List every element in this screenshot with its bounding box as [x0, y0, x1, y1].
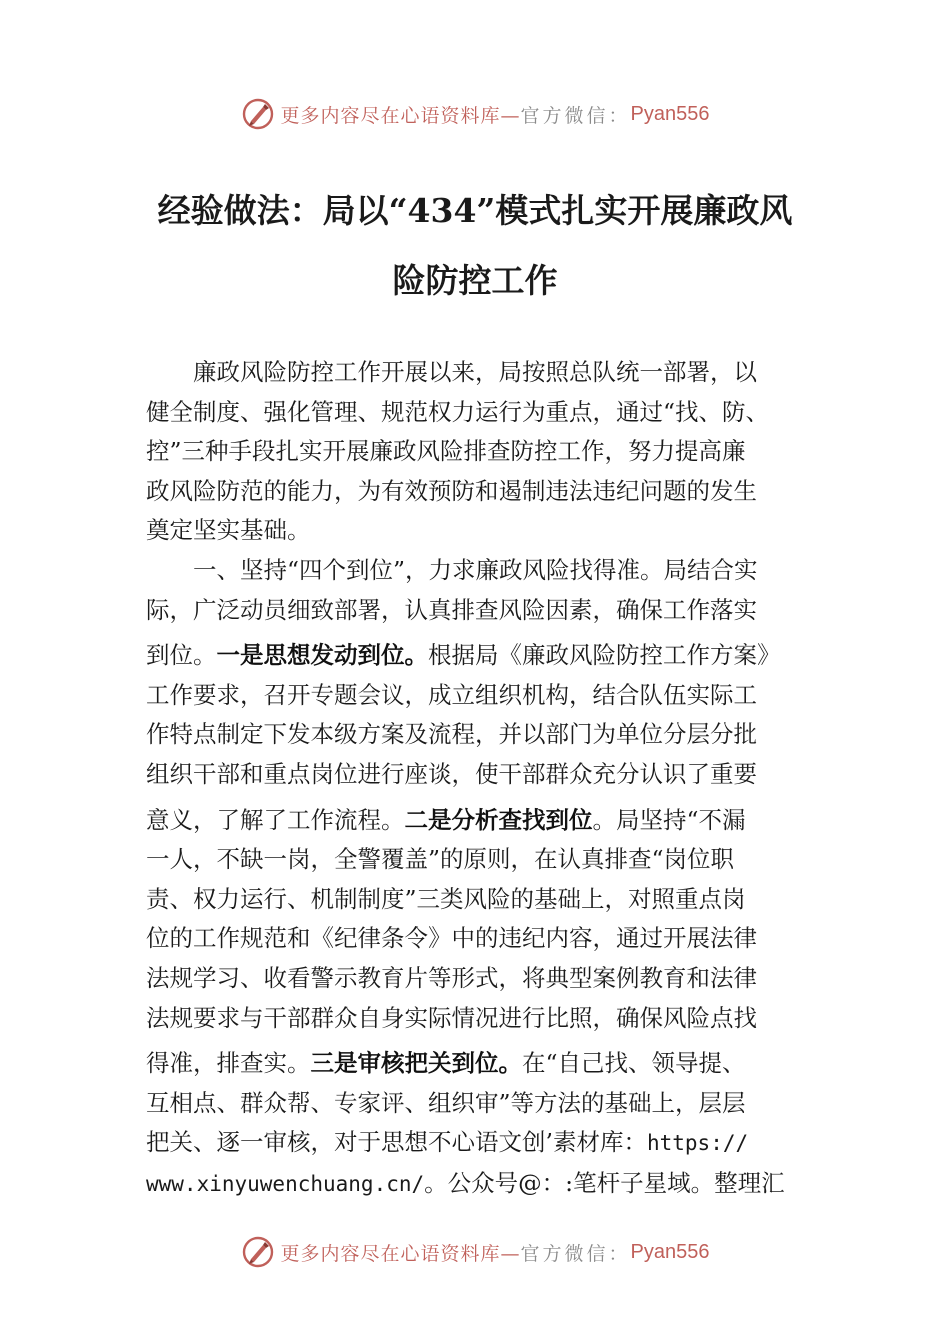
banner-wechat-label: 官方微信： [520, 104, 631, 127]
point-3-line [146, 1044, 806, 1084]
section-1-line: 一、坚持“四个到位”，力求廉政风险找得准。局结合实 [193, 555, 758, 584]
point-2-line: 责、权力运行、机制制度”三类风险的基础上，对照重点岗 [146, 884, 746, 913]
point-3-text: 在“自己找、领导提、 [522, 1049, 746, 1078]
point-2-line [146, 801, 806, 841]
section-1-line: 际，广泛动员细致部署，认真排查风险因素，确保工作落实 [146, 595, 757, 624]
point-1-line: 作特点制定下发本级方案及流程，并以部门为单位分层分批 [146, 720, 757, 749]
title-line-2: 险防控工作 [392, 261, 558, 300]
header-banner [0, 94, 950, 134]
point-2-line: 法规要求与干部群众自身实际情况进行比照，确保风险点找 [146, 1003, 757, 1032]
document-body [146, 353, 806, 1204]
point-2-line: 位的工作规范和《纪律条令》中的违纪内容，通过开展法律 [146, 924, 757, 953]
paragraph-intro-line: 政风险防范的能力，为有效预防和遏制违法违纪问题的发生 [146, 476, 757, 505]
point-3-line [146, 1164, 806, 1205]
banner-wechat-label: 官方微信： [520, 1242, 631, 1265]
footer-banner [0, 1232, 950, 1272]
banner-wechat-id: Pyan556 [630, 102, 710, 125]
point-3-prefix: 得准，排查实。 [146, 1049, 311, 1078]
point-2-prefix: 意义，了解了工作流程。 [146, 805, 405, 834]
paragraph-intro-line: 控”三种手段扎实开展廉政风险排查防控工作，努力提高廉 [146, 437, 746, 466]
point-2-line: 法规学习、收看警示教育片等形式，将典型案例教育和法律 [146, 963, 757, 992]
point-3-heading: 三是审核把关到位。 [310, 1049, 522, 1078]
paragraph-intro-line: 廉政风险防控工作开展以来，局按照总队统一部署，以 [193, 358, 757, 386]
point-3-text: 。公众号@：:笔杆子星域。整理汇 [424, 1168, 785, 1197]
point-2-line: 一人，不缺一岗，全警覆盖”的原则，在认真排查“岗位职 [146, 845, 735, 874]
paragraph-intro-line: 奠定坚实基础。 [146, 516, 311, 545]
point-1-heading: 一是思想发动到位。 [216, 641, 428, 670]
url-text: https:// [646, 1131, 749, 1156]
document-title [120, 176, 830, 316]
point-1-line: 组织干部和重点岗位进行座谈，使干部群众充分认识了重要 [146, 759, 757, 788]
banner-text: 更多内容尽在心语资料库— [280, 104, 521, 127]
point-2-text: 。局坚持“不漏 [592, 805, 746, 834]
point-1-prefix: 到位。 [146, 641, 217, 670]
title-line-1: 经验做法：局以“434”模式扎实开展廉政风 [157, 191, 793, 230]
point-1-line [146, 636, 806, 676]
url-text: www.xinyuwenchuang.cn/ [146, 1171, 425, 1196]
pen-logo-icon [241, 1235, 275, 1269]
point-1-text: 根据局《廉政风险防控工作方案》 [428, 641, 781, 670]
point-2-heading: 二是分析查找到位 [404, 805, 593, 834]
point-1-line: 工作要求，召开专题会议，成立组织机构，结合队伍实际工 [146, 680, 757, 709]
point-3-line [146, 1123, 806, 1164]
banner-wechat-id: Pyan556 [630, 1240, 710, 1263]
point-3-line: 互相点、群众帮、专家评、组织审”等方法的基础上，层层 [146, 1088, 746, 1117]
banner-text: 更多内容尽在心语资料库— [280, 1242, 521, 1265]
point-3-text: 把关、逐一审核，对于思想不心语文创’素材库： [146, 1128, 647, 1157]
paragraph-intro-line: 健全制度、强化管理、规范权力运行为重点，通过“找、防、 [146, 397, 770, 426]
pen-logo-icon [241, 97, 275, 131]
